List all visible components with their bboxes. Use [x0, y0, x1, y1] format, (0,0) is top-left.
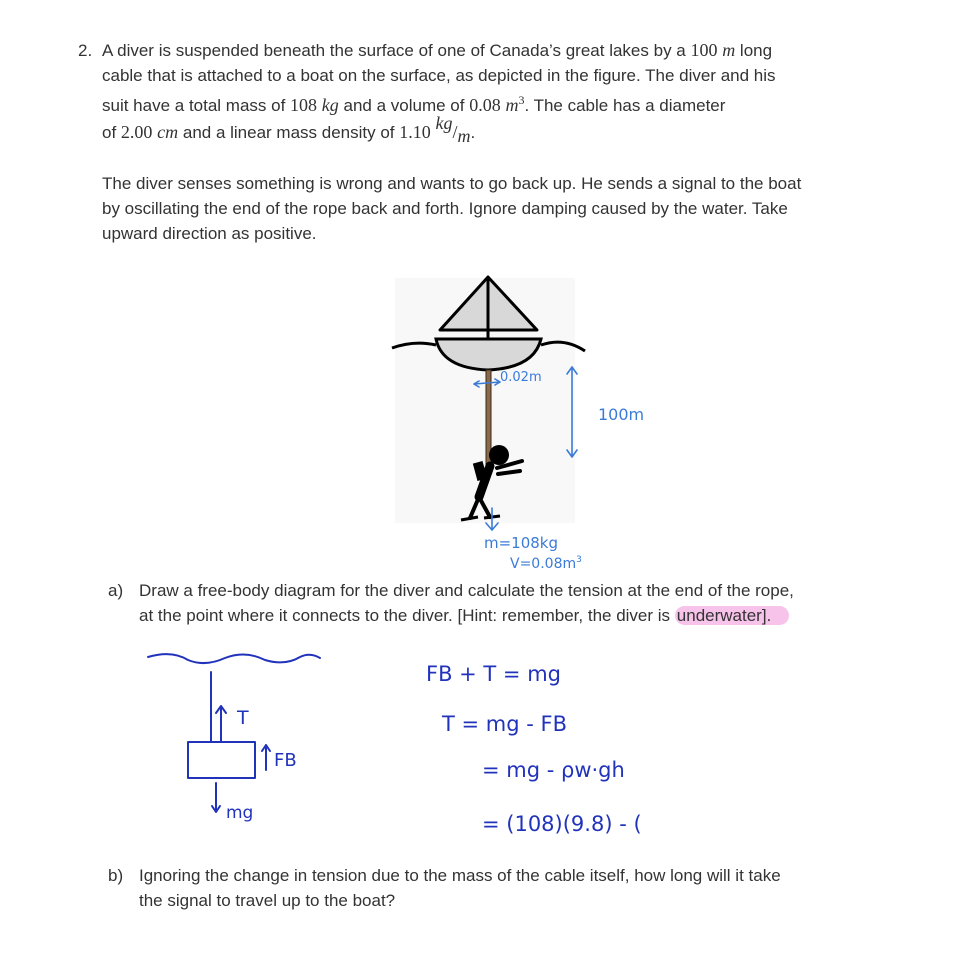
- paragraph-2-line-3: upward direction as positive.: [102, 224, 317, 243]
- fbd-water-line: [148, 654, 320, 663]
- equation-3: = mg - ρw·gh: [482, 758, 625, 782]
- problem-number: 2.: [78, 41, 93, 60]
- paragraph-2-line-2: by oscillating the end of the rope back and forth. Ignore damping caused by the water. Take: [102, 199, 788, 218]
- volume-label: $V=0.08m^3$: [510, 555, 582, 572]
- part-a-label: a): [108, 581, 124, 600]
- part-b-line-1: Ignoring the change in tension due to the mass of the cable itself, how long will it take: [139, 866, 781, 885]
- intro-line-2: cable that is attached to a boat on the surface, as depicted in the figure. The diver and his: [102, 66, 776, 85]
- part-a-line-1: Draw a free-body diagram for the diver and calculate the tension at the end of the rope,: [139, 581, 794, 600]
- intro-line-4: of 2.00 cm and a linear mass density of 1.10 kg/m.: [102, 113, 476, 146]
- fbd-tension-label: T: [237, 707, 249, 729]
- fbd-buoyancy-label: FB: [274, 750, 297, 771]
- intro-line-3: suit have a total mass of 108 kg and a volume of 0.08 $m^3$. The cable has a diameter: [102, 93, 726, 115]
- weight-down-arrow-icon: [212, 783, 220, 812]
- buoyancy-arrow-icon: [262, 745, 270, 770]
- equation-4: = (108)(9.8) - (: [482, 812, 642, 836]
- highlighted-word: underwater].: [675, 606, 790, 625]
- fbd-box: [188, 742, 255, 778]
- diameter-label: 0.02m: [500, 370, 542, 385]
- fbd-weight-label: mg: [226, 803, 254, 823]
- part-b-line-2: the signal to travel up to the boat?: [139, 891, 396, 910]
- tension-arrow-icon: [216, 706, 226, 742]
- equation-2: T = mg - FB: [442, 712, 567, 736]
- length-label: 100m: [598, 405, 645, 424]
- part-a-line-2: at the point where it connects to the diver. [Hint: remember, the diver is underwater].: [139, 603, 789, 628]
- paragraph-2-line-1: The diver senses something is wrong and wants to go back up. He sends a signal to the boat: [102, 174, 802, 193]
- mass-label: m=108kg: [484, 534, 559, 552]
- intro-line-1: A diver is suspended beneath the surface of one of Canada’s great lakes by a 100 m long: [102, 40, 773, 60]
- equation-1: FB + T = mg: [426, 662, 561, 686]
- part-b-label: b): [108, 866, 124, 885]
